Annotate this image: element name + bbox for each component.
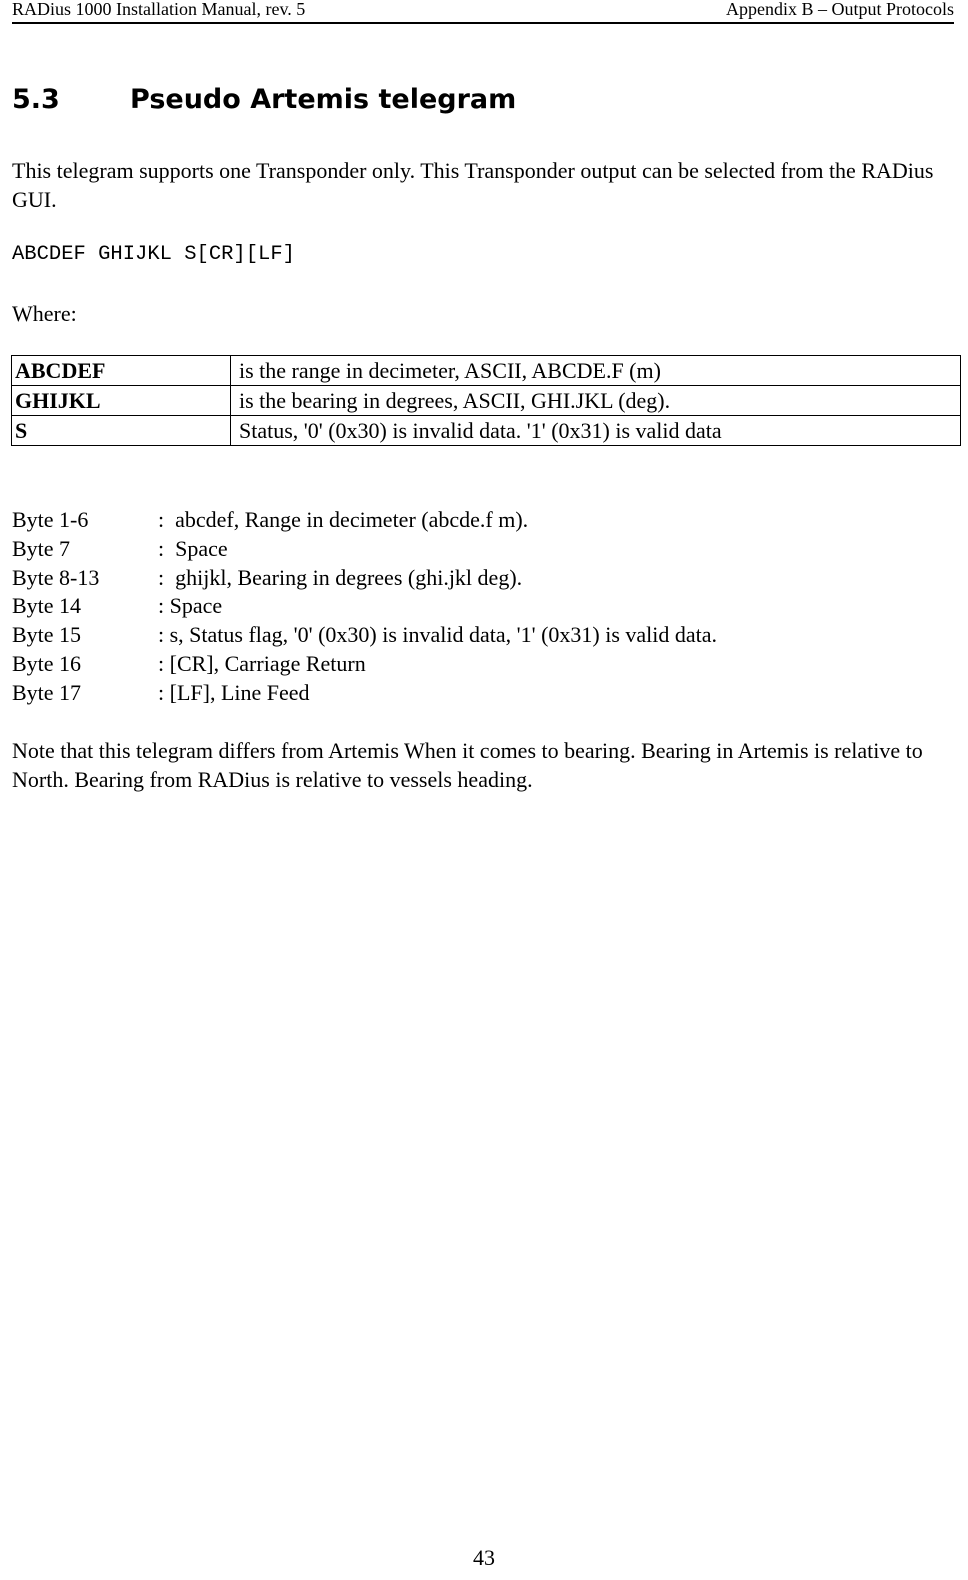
field-key: S [12,416,231,446]
note-paragraph: Note that this telegram differs from Artemis When it comes to bearing. Bearing in Artemis is relative to North. Bearing from RADius is relative to vessels heading. [12,738,923,792]
list-item [12,535,717,564]
byte-description: : s, Status flag, '0' (0x30) is invalid data, '1' (0x31) is valid data. [158,622,718,648]
field-description: is the bearing in degrees, ASCII, GHI.JKL (deg). [231,386,961,416]
section-heading [12,84,516,115]
table-row [12,416,961,446]
list-item [12,650,717,679]
byte-description: : [LF], Line Feed [158,679,310,705]
byte-description: : [CR], Carriage Return [158,650,366,676]
byte-description: : abcdef, Range in decimeter (abcde.f m). [158,507,529,532]
byte-description: : ghijkl, Bearing in degrees (ghi.jkl deg). [158,564,523,590]
where-label: Where: [12,301,77,326]
list-item [12,592,717,621]
field-description: Status, '0' (0x30) is invalid data. '1' (0x31) is valid data [231,416,961,446]
table-row [12,356,961,386]
page-number: 43 [473,1545,495,1570]
field-key: ABCDEF [12,356,231,386]
field-description: is the range in decimeter, ASCII, ABCDE.F (m) [231,356,961,386]
page-header [12,0,954,24]
telegram-format: ABCDEF GHIJKL S[CR][LF] [12,243,295,266]
field-definition-table [11,355,961,446]
byte-index: Byte 17 [12,679,82,705]
byte-index: Byte 15 [12,622,82,648]
header-manual-title: RADius 1000 Installation Manual, rev. 5 [12,0,306,19]
byte-layout-list [12,506,717,708]
table-row [12,386,961,416]
header-appendix-title: Appendix B – Output Protocols [726,0,954,19]
list-item [12,506,717,535]
byte-index: Byte 1-6 [12,507,89,532]
list-item [12,679,717,708]
section-title: Pseudo Artemis telegram [130,84,517,115]
list-item [12,621,717,650]
section-number: 5.3 [12,84,60,115]
byte-index: Byte 7 [12,535,71,561]
list-item [12,564,717,593]
byte-description: : Space [158,593,223,619]
byte-index: Byte 16 [12,650,82,676]
byte-index: Byte 8-13 [12,564,100,590]
intro-paragraph: This telegram supports one Transponder only. This Transponder output can be selected from the RADius GUI. [12,158,934,212]
byte-description: : Space [158,535,228,561]
field-key: GHIJKL [12,386,231,416]
byte-index: Byte 14 [12,593,82,619]
